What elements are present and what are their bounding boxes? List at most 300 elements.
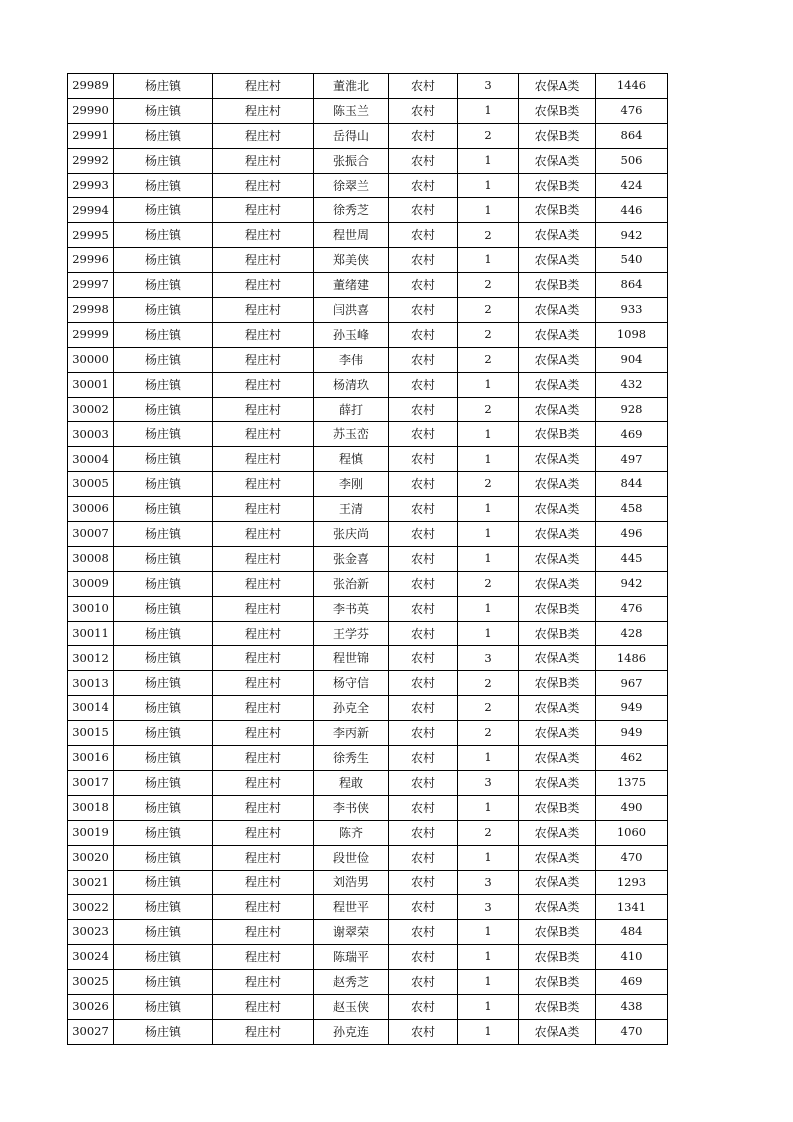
cell-town: 杨庄镇: [114, 223, 213, 248]
cell-village: 程庄村: [213, 671, 314, 696]
cell-insurance-category: 农保A类: [519, 148, 596, 173]
cell-name: 董淮北: [314, 74, 389, 99]
cell-family-size: 1: [458, 497, 519, 522]
cell-village: 程庄村: [213, 770, 314, 795]
cell-record-id: 29995: [68, 223, 114, 248]
cell-family-size: 1: [458, 173, 519, 198]
cell-town: 杨庄镇: [114, 721, 213, 746]
cell-amount: 458: [596, 497, 668, 522]
table-row: [68, 447, 668, 472]
cell-household-type: 农村: [389, 397, 458, 422]
cell-record-id: 29998: [68, 298, 114, 323]
cell-insurance-category: 农保A类: [519, 1019, 596, 1044]
cell-family-size: 2: [458, 322, 519, 347]
cell-town: 杨庄镇: [114, 621, 213, 646]
cell-village: 程庄村: [213, 895, 314, 920]
table-row: [68, 994, 668, 1019]
cell-record-id: 30021: [68, 870, 114, 895]
cell-name: 苏玉峦: [314, 422, 389, 447]
cell-insurance-category: 农保A类: [519, 522, 596, 547]
table-row: [68, 148, 668, 173]
cell-record-id: 30019: [68, 820, 114, 845]
cell-record-id: 29992: [68, 148, 114, 173]
cell-family-size: 1: [458, 522, 519, 547]
cell-village: 程庄村: [213, 347, 314, 372]
cell-name: 杨守信: [314, 671, 389, 696]
table-row: [68, 497, 668, 522]
cell-name: 李书侠: [314, 795, 389, 820]
cell-amount: 470: [596, 845, 668, 870]
cell-name: 郑美侠: [314, 248, 389, 273]
cell-name: 程世平: [314, 895, 389, 920]
cell-amount: 410: [596, 945, 668, 970]
cell-town: 杨庄镇: [114, 845, 213, 870]
cell-insurance-category: 农保A类: [519, 372, 596, 397]
cell-household-type: 农村: [389, 248, 458, 273]
cell-amount: 967: [596, 671, 668, 696]
cell-village: 程庄村: [213, 746, 314, 771]
cell-town: 杨庄镇: [114, 248, 213, 273]
cell-village: 程庄村: [213, 845, 314, 870]
table-row: [68, 347, 668, 372]
cell-amount: 942: [596, 223, 668, 248]
cell-record-id: 29994: [68, 198, 114, 223]
table-row: [68, 696, 668, 721]
cell-household-type: 农村: [389, 671, 458, 696]
table-row: [68, 472, 668, 497]
cell-amount: 904: [596, 347, 668, 372]
cell-record-id: 30001: [68, 372, 114, 397]
table-row: [68, 970, 668, 995]
cell-amount: 476: [596, 596, 668, 621]
cell-town: 杨庄镇: [114, 522, 213, 547]
cell-name: 程敢: [314, 770, 389, 795]
cell-amount: 1375: [596, 770, 668, 795]
cell-town: 杨庄镇: [114, 696, 213, 721]
table-row: [68, 870, 668, 895]
cell-insurance-category: 农保A类: [519, 770, 596, 795]
cell-insurance-category: 农保A类: [519, 397, 596, 422]
cell-insurance-category: 农保A类: [519, 895, 596, 920]
cell-insurance-category: 农保B类: [519, 173, 596, 198]
cell-town: 杨庄镇: [114, 895, 213, 920]
cell-name: 张治新: [314, 571, 389, 596]
cell-village: 程庄村: [213, 397, 314, 422]
cell-village: 程庄村: [213, 596, 314, 621]
table-body: [68, 74, 668, 1045]
cell-family-size: 3: [458, 74, 519, 99]
cell-family-size: 3: [458, 870, 519, 895]
cell-household-type: 农村: [389, 845, 458, 870]
cell-family-size: 3: [458, 770, 519, 795]
cell-record-id: 30025: [68, 970, 114, 995]
cell-name: 谢翠荣: [314, 920, 389, 945]
table-row: [68, 795, 668, 820]
cell-household-type: 农村: [389, 621, 458, 646]
cell-name: 董绪建: [314, 273, 389, 298]
cell-family-size: 2: [458, 298, 519, 323]
cell-record-id: 30006: [68, 497, 114, 522]
cell-family-size: 1: [458, 845, 519, 870]
cell-name: 岳得山: [314, 123, 389, 148]
cell-record-id: 30003: [68, 422, 114, 447]
cell-village: 程庄村: [213, 223, 314, 248]
cell-town: 杨庄镇: [114, 795, 213, 820]
cell-amount: 432: [596, 372, 668, 397]
cell-amount: 470: [596, 1019, 668, 1044]
cell-town: 杨庄镇: [114, 74, 213, 99]
cell-village: 程庄村: [213, 173, 314, 198]
cell-insurance-category: 农保B类: [519, 198, 596, 223]
cell-household-type: 农村: [389, 770, 458, 795]
cell-amount: 1098: [596, 322, 668, 347]
table-row: [68, 1019, 668, 1044]
cell-family-size: 1: [458, 1019, 519, 1044]
cell-insurance-category: 农保A类: [519, 546, 596, 571]
cell-insurance-category: 农保A类: [519, 447, 596, 472]
cell-town: 杨庄镇: [114, 920, 213, 945]
cell-record-id: 29991: [68, 123, 114, 148]
cell-insurance-category: 农保B类: [519, 795, 596, 820]
cell-record-id: 30005: [68, 472, 114, 497]
cell-town: 杨庄镇: [114, 646, 213, 671]
cell-town: 杨庄镇: [114, 596, 213, 621]
cell-town: 杨庄镇: [114, 273, 213, 298]
cell-household-type: 农村: [389, 920, 458, 945]
cell-town: 杨庄镇: [114, 497, 213, 522]
cell-record-id: 29993: [68, 173, 114, 198]
cell-record-id: 29996: [68, 248, 114, 273]
table-row: [68, 273, 668, 298]
cell-insurance-category: 农保A类: [519, 223, 596, 248]
cell-record-id: 30023: [68, 920, 114, 945]
table-row: [68, 596, 668, 621]
cell-record-id: 30011: [68, 621, 114, 646]
cell-insurance-category: 农保A类: [519, 746, 596, 771]
table-row: [68, 770, 668, 795]
cell-amount: 438: [596, 994, 668, 1019]
cell-amount: 928: [596, 397, 668, 422]
cell-village: 程庄村: [213, 447, 314, 472]
cell-insurance-category: 农保B类: [519, 671, 596, 696]
cell-amount: 949: [596, 721, 668, 746]
cell-name: 孙克全: [314, 696, 389, 721]
table-row: [68, 895, 668, 920]
cell-family-size: 2: [458, 347, 519, 372]
cell-name: 张庆尚: [314, 522, 389, 547]
cell-village: 程庄村: [213, 721, 314, 746]
cell-record-id: 30020: [68, 845, 114, 870]
cell-household-type: 农村: [389, 746, 458, 771]
cell-family-size: 2: [458, 223, 519, 248]
cell-amount: 462: [596, 746, 668, 771]
cell-town: 杨庄镇: [114, 746, 213, 771]
cell-insurance-category: 农保A类: [519, 298, 596, 323]
cell-village: 程庄村: [213, 621, 314, 646]
cell-record-id: 30000: [68, 347, 114, 372]
cell-village: 程庄村: [213, 870, 314, 895]
cell-record-id: 30024: [68, 945, 114, 970]
cell-village: 程庄村: [213, 994, 314, 1019]
cell-amount: 446: [596, 198, 668, 223]
cell-household-type: 农村: [389, 447, 458, 472]
cell-town: 杨庄镇: [114, 571, 213, 596]
cell-name: 程世锦: [314, 646, 389, 671]
cell-family-size: 1: [458, 248, 519, 273]
cell-record-id: 30018: [68, 795, 114, 820]
table-row: [68, 746, 668, 771]
cell-household-type: 农村: [389, 422, 458, 447]
cell-family-size: 1: [458, 148, 519, 173]
cell-household-type: 农村: [389, 522, 458, 547]
cell-town: 杨庄镇: [114, 298, 213, 323]
cell-insurance-category: 农保B类: [519, 970, 596, 995]
cell-insurance-category: 农保A类: [519, 322, 596, 347]
cell-family-size: 1: [458, 746, 519, 771]
cell-name: 李丙新: [314, 721, 389, 746]
cell-name: 赵秀芝: [314, 970, 389, 995]
cell-record-id: 29990: [68, 98, 114, 123]
cell-town: 杨庄镇: [114, 397, 213, 422]
cell-family-size: 1: [458, 198, 519, 223]
cell-insurance-category: 农保B类: [519, 621, 596, 646]
cell-household-type: 农村: [389, 298, 458, 323]
cell-family-size: 1: [458, 994, 519, 1019]
cell-family-size: 1: [458, 621, 519, 646]
cell-amount: 496: [596, 522, 668, 547]
cell-household-type: 农村: [389, 1019, 458, 1044]
cell-amount: 469: [596, 422, 668, 447]
cell-household-type: 农村: [389, 795, 458, 820]
cell-amount: 1486: [596, 646, 668, 671]
cell-family-size: 1: [458, 447, 519, 472]
cell-amount: 484: [596, 920, 668, 945]
cell-household-type: 农村: [389, 970, 458, 995]
cell-town: 杨庄镇: [114, 198, 213, 223]
cell-family-size: 2: [458, 273, 519, 298]
cell-village: 程庄村: [213, 571, 314, 596]
cell-record-id: 29989: [68, 74, 114, 99]
cell-insurance-category: 农保A类: [519, 248, 596, 273]
cell-village: 程庄村: [213, 372, 314, 397]
cell-family-size: 1: [458, 970, 519, 995]
cell-name: 刘浩男: [314, 870, 389, 895]
cell-name: 程世周: [314, 223, 389, 248]
cell-town: 杨庄镇: [114, 546, 213, 571]
table-row: [68, 820, 668, 845]
cell-town: 杨庄镇: [114, 970, 213, 995]
cell-household-type: 农村: [389, 173, 458, 198]
cell-insurance-category: 农保B类: [519, 123, 596, 148]
cell-record-id: 30016: [68, 746, 114, 771]
cell-record-id: 30012: [68, 646, 114, 671]
cell-household-type: 农村: [389, 646, 458, 671]
cell-name: 徐秀生: [314, 746, 389, 771]
cell-village: 程庄村: [213, 472, 314, 497]
cell-household-type: 农村: [389, 223, 458, 248]
cell-family-size: 1: [458, 372, 519, 397]
cell-family-size: 2: [458, 472, 519, 497]
table-row: [68, 671, 668, 696]
cell-insurance-category: 农保B类: [519, 920, 596, 945]
cell-name: 李刚: [314, 472, 389, 497]
table-row: [68, 920, 668, 945]
cell-amount: 1293: [596, 870, 668, 895]
cell-name: 李书英: [314, 596, 389, 621]
cell-town: 杨庄镇: [114, 770, 213, 795]
cell-amount: 864: [596, 273, 668, 298]
cell-household-type: 农村: [389, 820, 458, 845]
table-row: [68, 173, 668, 198]
cell-name: 薛打: [314, 397, 389, 422]
cell-insurance-category: 农保B类: [519, 422, 596, 447]
cell-village: 程庄村: [213, 522, 314, 547]
cell-record-id: 29999: [68, 322, 114, 347]
cell-insurance-category: 农保A类: [519, 347, 596, 372]
cell-household-type: 农村: [389, 98, 458, 123]
cell-record-id: 30009: [68, 571, 114, 596]
cell-village: 程庄村: [213, 148, 314, 173]
cell-family-size: 1: [458, 920, 519, 945]
cell-family-size: 2: [458, 671, 519, 696]
cell-name: 张金喜: [314, 546, 389, 571]
cell-insurance-category: 农保A类: [519, 721, 596, 746]
cell-village: 程庄村: [213, 970, 314, 995]
cell-village: 程庄村: [213, 820, 314, 845]
cell-household-type: 农村: [389, 895, 458, 920]
cell-amount: 1060: [596, 820, 668, 845]
cell-household-type: 农村: [389, 472, 458, 497]
cell-town: 杨庄镇: [114, 372, 213, 397]
cell-amount: 844: [596, 472, 668, 497]
cell-insurance-category: 农保A类: [519, 497, 596, 522]
cell-household-type: 农村: [389, 74, 458, 99]
cell-name: 赵玉侠: [314, 994, 389, 1019]
cell-village: 程庄村: [213, 546, 314, 571]
cell-insurance-category: 农保B类: [519, 273, 596, 298]
table-row: [68, 298, 668, 323]
cell-town: 杨庄镇: [114, 472, 213, 497]
cell-village: 程庄村: [213, 322, 314, 347]
cell-insurance-category: 农保A类: [519, 74, 596, 99]
cell-household-type: 农村: [389, 596, 458, 621]
cell-insurance-category: 农保A类: [519, 845, 596, 870]
cell-family-size: 3: [458, 646, 519, 671]
cell-family-size: 1: [458, 422, 519, 447]
cell-family-size: 1: [458, 795, 519, 820]
cell-name: 杨清玖: [314, 372, 389, 397]
cell-amount: 497: [596, 447, 668, 472]
cell-name: 王清: [314, 497, 389, 522]
cell-record-id: 30027: [68, 1019, 114, 1044]
table-row: [68, 223, 668, 248]
cell-amount: 506: [596, 148, 668, 173]
cell-insurance-category: 农保B类: [519, 98, 596, 123]
cell-record-id: 30017: [68, 770, 114, 795]
cell-record-id: 30004: [68, 447, 114, 472]
cell-village: 程庄村: [213, 248, 314, 273]
cell-record-id: 30013: [68, 671, 114, 696]
cell-village: 程庄村: [213, 98, 314, 123]
cell-record-id: 29997: [68, 273, 114, 298]
cell-household-type: 农村: [389, 497, 458, 522]
cell-insurance-category: 农保A类: [519, 696, 596, 721]
cell-name: 陈齐: [314, 820, 389, 845]
cell-family-size: 2: [458, 820, 519, 845]
cell-amount: 949: [596, 696, 668, 721]
cell-family-size: 1: [458, 546, 519, 571]
cell-town: 杨庄镇: [114, 173, 213, 198]
cell-name: 徐秀芝: [314, 198, 389, 223]
table-row: [68, 322, 668, 347]
cell-amount: 490: [596, 795, 668, 820]
cell-town: 杨庄镇: [114, 820, 213, 845]
cell-insurance-category: 农保A类: [519, 870, 596, 895]
table-row: [68, 248, 668, 273]
cell-household-type: 农村: [389, 148, 458, 173]
cell-town: 杨庄镇: [114, 422, 213, 447]
table-row: [68, 571, 668, 596]
cell-name: 段世俭: [314, 845, 389, 870]
cell-insurance-category: 农保A类: [519, 820, 596, 845]
cell-amount: 864: [596, 123, 668, 148]
cell-record-id: 30008: [68, 546, 114, 571]
cell-amount: 540: [596, 248, 668, 273]
cell-village: 程庄村: [213, 646, 314, 671]
cell-town: 杨庄镇: [114, 994, 213, 1019]
cell-town: 杨庄镇: [114, 447, 213, 472]
cell-name: 徐翠兰: [314, 173, 389, 198]
cell-name: 李伟: [314, 347, 389, 372]
data-table: [67, 73, 668, 1045]
cell-record-id: 30022: [68, 895, 114, 920]
cell-household-type: 农村: [389, 322, 458, 347]
cell-town: 杨庄镇: [114, 322, 213, 347]
cell-name: 陈瑞平: [314, 945, 389, 970]
cell-amount: 933: [596, 298, 668, 323]
table-row: [68, 98, 668, 123]
cell-family-size: 3: [458, 895, 519, 920]
cell-family-size: 2: [458, 696, 519, 721]
cell-amount: 476: [596, 98, 668, 123]
cell-village: 程庄村: [213, 422, 314, 447]
cell-household-type: 农村: [389, 372, 458, 397]
table-row: [68, 372, 668, 397]
cell-household-type: 农村: [389, 721, 458, 746]
cell-village: 程庄村: [213, 795, 314, 820]
table-row: [68, 422, 668, 447]
table-row: [68, 397, 668, 422]
table-row: [68, 646, 668, 671]
cell-amount: 1341: [596, 895, 668, 920]
cell-town: 杨庄镇: [114, 945, 213, 970]
cell-insurance-category: 农保A类: [519, 646, 596, 671]
cell-family-size: 1: [458, 596, 519, 621]
cell-name: 王学芬: [314, 621, 389, 646]
cell-name: 孙克连: [314, 1019, 389, 1044]
cell-town: 杨庄镇: [114, 671, 213, 696]
table-row: [68, 198, 668, 223]
table-row: [68, 546, 668, 571]
cell-village: 程庄村: [213, 1019, 314, 1044]
cell-household-type: 农村: [389, 870, 458, 895]
cell-household-type: 农村: [389, 696, 458, 721]
cell-family-size: 2: [458, 571, 519, 596]
cell-family-size: 2: [458, 123, 519, 148]
cell-insurance-category: 农保A类: [519, 472, 596, 497]
cell-village: 程庄村: [213, 123, 314, 148]
table-row: [68, 721, 668, 746]
